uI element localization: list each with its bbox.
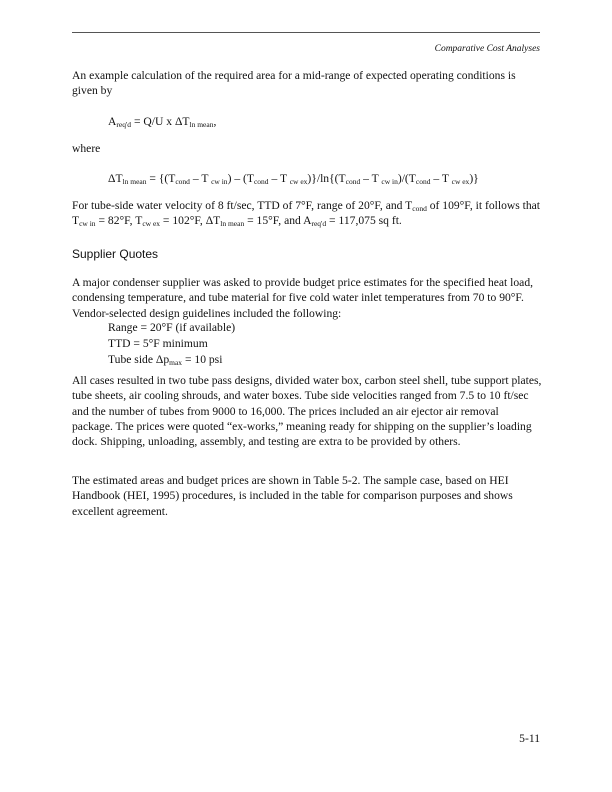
text-run: For tube-side water velocity of 8 ft/sec, TTD of 7°F, range of 20°F, and T [72,199,413,212]
where-label: where [72,142,101,155]
text-run: , [213,115,217,128]
text-run: = 117,075 sq ft. [326,214,402,228]
text-run: ) – (T [227,172,254,185]
section-heading: Supplier Quotes [72,247,159,261]
text-run: – T [189,172,212,185]
guideline-item [108,336,578,352]
subscript: cond [175,177,190,186]
subscript: ln mean [189,120,214,129]
subscript: cw in [381,177,398,186]
page-number: 5-11 [519,732,540,745]
text-run: = 102°F, ΔT [160,214,221,228]
text-run: – T [268,172,290,185]
text-run: – T [360,172,382,185]
text-run: TTD = 5°F minimum [108,337,208,350]
subscript: req'd [311,219,327,229]
text-run: Range = 20°F (if available) [108,321,236,334]
text-run: of 109°F, it follows that T [72,199,541,228]
subscript: cond [415,177,431,186]
subscript: max [169,358,183,367]
example-paragraph [72,198,542,229]
subscript: req'd [116,120,132,129]
text-run: A [108,115,117,128]
subscript: cw ex [451,177,470,186]
text-run: = {(T [146,172,176,185]
supplier-paragraph: A major condenser supplier was asked to provide budget price estimates for the specified heat load, condensing temperature, and tube material for five cold water inlet temperatures from 70 to 90°F. Vendor-selected design guidelines included the following: [72,276,534,320]
intro-paragraph: An example calculation of the required area for a mid-range of expected operating conditions is given by [72,69,516,98]
subscript: cw in [211,177,228,186]
subscript: cond [412,204,427,213]
guidelines-list [108,320,578,368]
text-run: = Q/U x ΔT [131,115,190,128]
text-run: )} [469,172,479,185]
text-run: Tube side Δp [108,353,170,366]
text-run: = 10 psi [182,353,223,366]
guideline-item [108,320,578,336]
subscript: ln mean [220,219,245,229]
text-run: – T [430,172,452,185]
guideline-item [108,352,578,368]
text-run: )}/ln{(T [307,172,346,185]
equation-lmtd [108,171,578,186]
text-run: ΔT [108,172,123,185]
equation-area [108,114,578,129]
subscript: cond [345,177,361,186]
subscript: cond [253,177,269,186]
subscript: cw ex [142,219,161,229]
cases-paragraph: All cases resulted in two tube pass designs, divided water box, carbon steel shell, tube support plates, tube sheets, air cooling shrouds, and water boxes. Tube side velocities ranged from 7.5 to 10 ft/sec and the number of tubes from 9000 to 16,000. The prices included an air ejector air removal package. The prices were quoted “ex-works,” meaning ready for shipping on the supplier’s loading dock. Shipping, unloading, assembly, and testing are extra to be provided by others. [72,374,542,449]
text-run: = 82°F, T [95,214,143,228]
subscript: cw in [79,219,96,229]
header-rule [72,32,540,33]
subscript: ln mean [122,177,147,186]
subscript: cw ex [289,177,308,186]
text-run: = 15°F, and A [244,214,312,228]
running-header: Comparative Cost Analyses [434,44,540,54]
estimates-paragraph: The estimated areas and budget prices are shown in Table 5-2. The sample case, based on HEI Handbook (HEI, 1995) procedures, is included in the table for comparison purposes and shows excellent agreement. [72,474,513,518]
text-run: )/(T [397,172,416,185]
